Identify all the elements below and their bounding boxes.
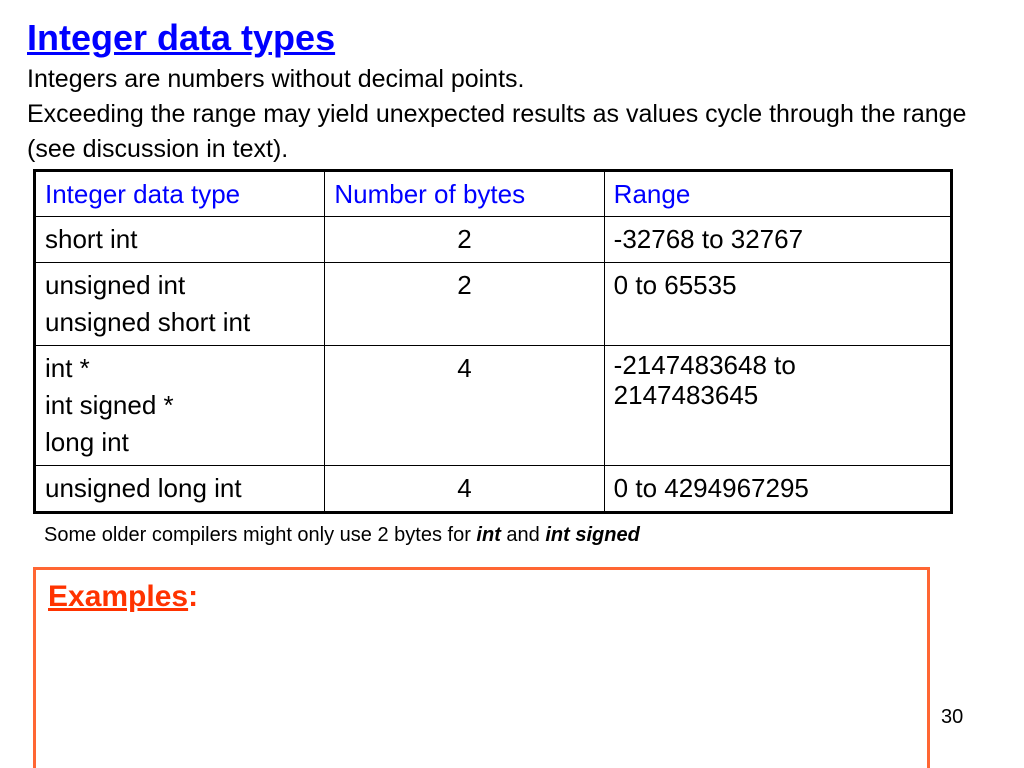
examples-heading — [48, 580, 198, 614]
examples-box — [33, 567, 930, 768]
intro-text — [27, 62, 987, 167]
examples-label: Examples — [48, 580, 189, 613]
table-header-row — [35, 171, 952, 217]
type-name: unsigned long int — [45, 473, 242, 503]
range-cell: -32768 to 32767 — [604, 217, 951, 263]
intro-line-1: Integers are numbers without decimal points. — [27, 65, 525, 93]
type-cell — [35, 346, 325, 466]
range-cell: 0 to 4294967295 — [604, 466, 951, 513]
type-name: unsigned short int — [45, 307, 251, 337]
type-name: int signed * — [45, 390, 174, 420]
header-bytes: Number of bytes — [325, 171, 604, 217]
type-cell — [35, 217, 325, 263]
type-name: int * — [45, 353, 90, 383]
type-cell — [35, 263, 325, 346]
slide-title: Integer data types — [27, 17, 336, 58]
note-term-int: int — [476, 524, 501, 546]
compiler-note — [44, 522, 640, 548]
type-name: long int — [45, 427, 129, 457]
table-row — [35, 263, 952, 346]
range-cell: 0 to 65535 — [604, 263, 951, 346]
page-number: 30 — [941, 706, 964, 728]
examples-colon: : — [188, 580, 199, 613]
bytes-cell: 2 — [325, 263, 604, 346]
bytes-cell: 2 — [325, 217, 604, 263]
note-middle: and — [500, 524, 546, 546]
integer-types-table — [33, 169, 953, 514]
table-row — [35, 466, 952, 513]
note-term-int-signed: int signed — [545, 524, 640, 546]
table-row — [35, 346, 952, 466]
type-name: short int — [45, 224, 138, 254]
type-name: unsigned int — [45, 270, 186, 300]
type-cell — [35, 466, 325, 513]
table-row — [35, 217, 952, 263]
intro-line-2: Exceeding the range may yield unexpected results as values cycle through the range (see discussion in text). — [27, 100, 967, 163]
header-range: Range — [604, 171, 951, 217]
bytes-cell: 4 — [325, 466, 604, 513]
bytes-cell: 4 — [325, 346, 604, 466]
note-prefix: Some older compilers might only use 2 bytes for — [44, 524, 477, 546]
header-type: Integer data type — [35, 171, 325, 217]
range-cell: -2147483648 to 2147483645 — [604, 346, 951, 466]
